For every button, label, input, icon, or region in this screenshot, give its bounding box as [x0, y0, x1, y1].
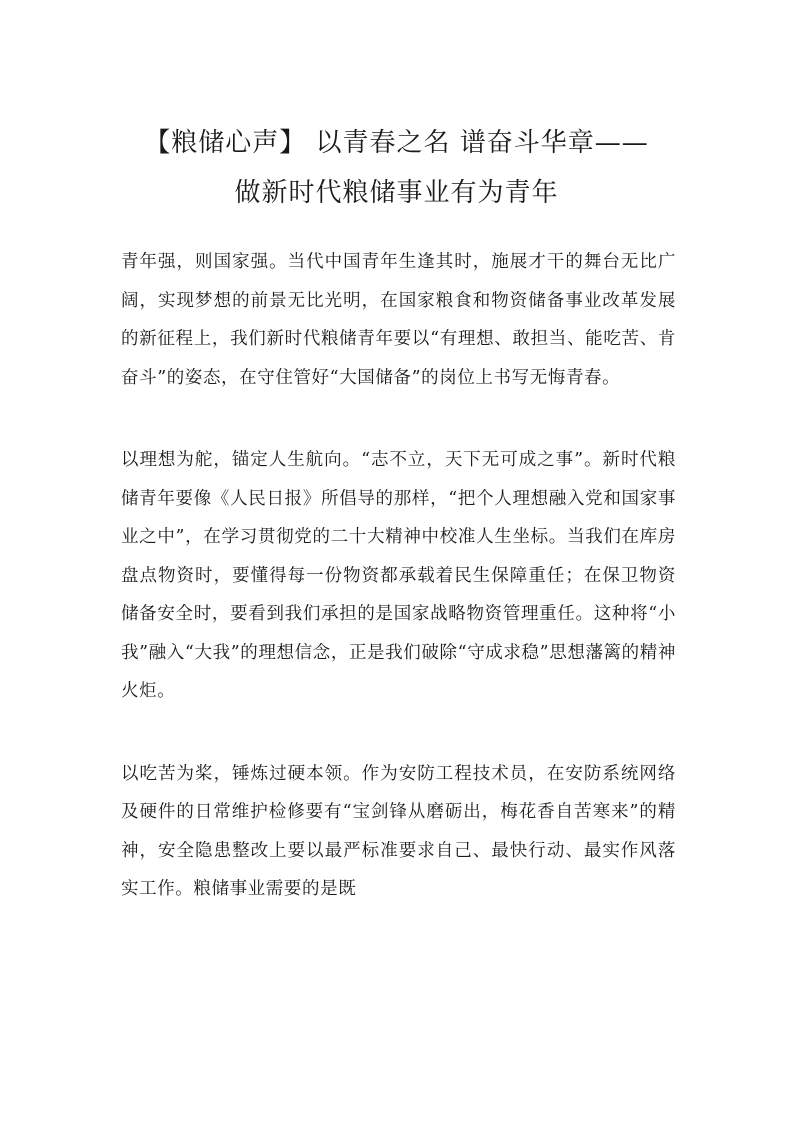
paragraph-2: 以理想为舵，锚定人生航向。“志不立，天下无可成之事”。新时代粮储青年要像《人民日报》所倡导的那样，“把个人理想融入党和国家事业之中”，在学习贯彻党的二十大精神中校准人生坐标。当我们在库房盘点物资时，要懂得每一份物资都承载着民生保障重任；在保卫物资储备安全时，要看到我们承担的是国家战略物资管理重任。这种将“小我”融入“大我”的理想信念，正是我们破除“守成求稳”思想藩篱的精神火炬。	[121, 450, 676, 701]
paragraph-3: 以吃苦为桨，锤炼过硬本领。作为安防工程技术员，在安防系统网络及硬件的日常维护检修要有“宝剑锋从磨砺出，梅花香自苦寒来”的精神，安全隐患整改上要以最严标准要求自己、最快行动、最实作风落实工作。粮储事业需要的是既	[121, 763, 676, 899]
document-body	[121, 243, 676, 953]
title-line-1: 【粮储心声】 以青春之名 谱奋斗华章——	[144, 128, 649, 158]
paragraph-1: 青年强，则国家强。当代中国青年生逢其时，施展才干的舞台无比广阔，实现梦想的前景无比光明，在国家粮食和物资储备事业改革发展的新征程上，我们新时代粮储青年要以“有理想、敢担当、能吃苦、肯奋斗”的姿态，在守住管好“大国储备”的岗位上书写无悔青春。	[121, 252, 676, 388]
title-line-2: 做新时代粮储事业有为青年	[234, 178, 559, 208]
document-title	[0, 118, 793, 218]
